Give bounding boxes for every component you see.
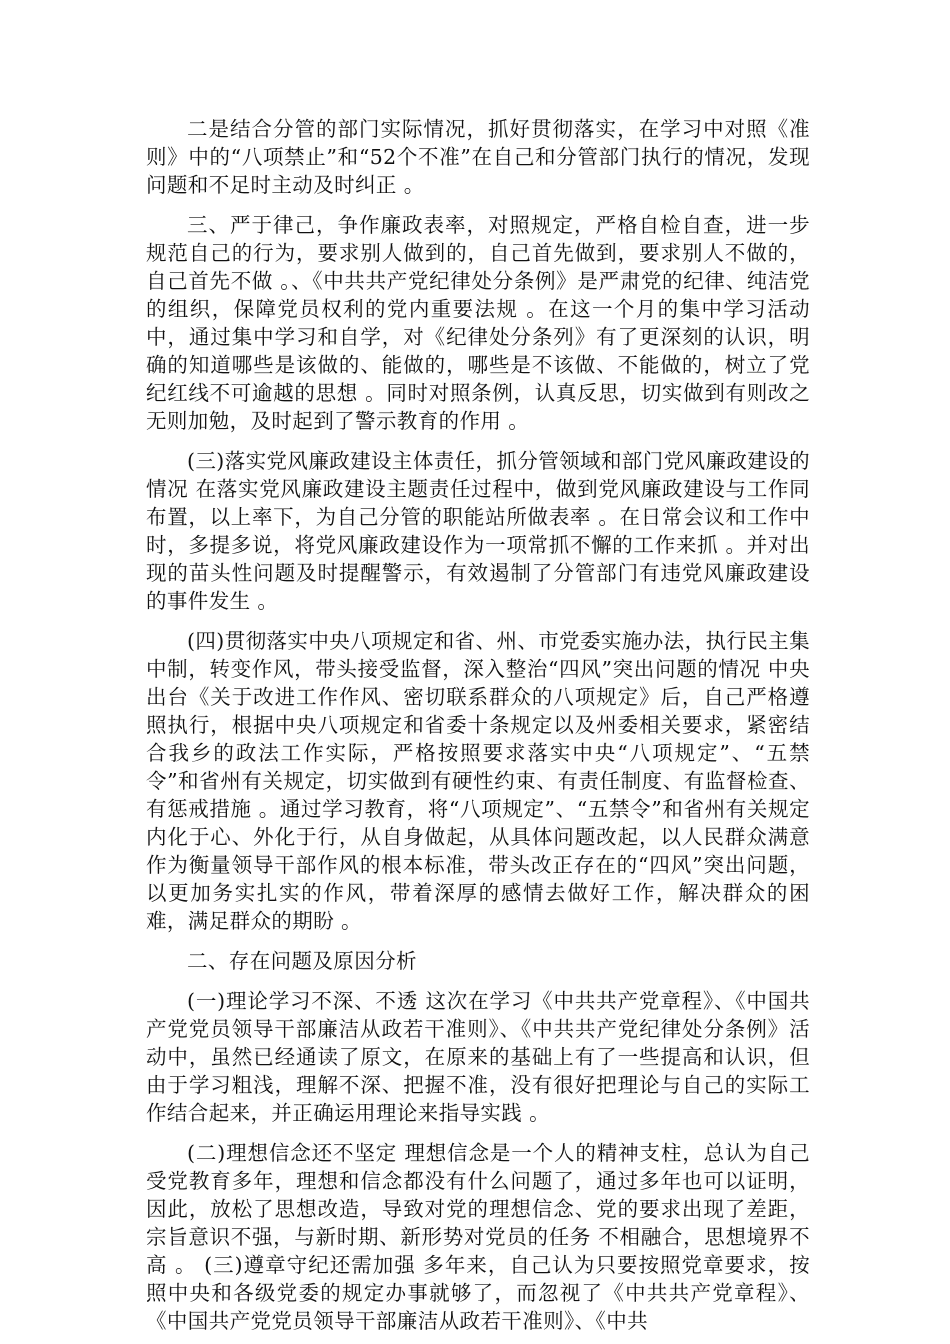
paragraph-responsibility: (三)落实党风廉政建设主体责任，抓分管领域和部门党风廉政建设的情况 在落实党风廉政建设主题责任过程中，做到党风廉政建设与工作同布置，以上率下，为自己分管的职能站所做表率 。在日常会议和工作中时，多提多说，将党风廉政建设作为一项常抓不懈的工作来抓 。并对出现的苗头性问题及时提醒警示，有效遏制了分管部门有违党风廉政建设的事件发生 。 — [146, 449, 810, 613]
section-heading-problems: 二、存在问题及原因分析 — [187, 949, 417, 973]
paragraph-implementation: 二是结合分管的部门实际情况，抓好贯彻落实，在学习中对照《准则》中的“八项禁止”和“52个不准”在自己和分管部门执行的情况，发现问题和不足时主动及时纠正 。 — [146, 117, 810, 197]
paragraph-eight-regulations: (四)贯彻落实中央八项规定和省、州、市党委实施办法，执行民主集中制，转变作风，带头接受监督，深入整治“四风”突出问题的情况 中央出台《关于改进工作作风、密切联系群众的八项规定》后，自己严格遵照执行，根据中央八项规定和省委十条规定以及州委相关要求，紧密结合我乡的政法工作实际，严格按照要求落实中央“八项规定”、“五禁令”和省州有关规定，切实做到有硬性约束、有责任制度、有监督检查、有惩戒措施 。通过学习教育，将“八项规定”、“五禁令”和省州有关规定内化于心、外化于行，从自身做起，从具体问题改起，以人民群众满意作为衡量领导干部作风的根本标准，带头改正存在的“四风”突出问题，以更加务实扎实的作风，带着深厚的感情去做好工作，解决群众的困难，满足群众的期盼 。 — [146, 629, 810, 933]
paragraph-ideals-beliefs: (二)理想信念还不坚定 理想信念是一个人的精神支柱，总认为自己受党教育多年，理想和信念都没有什么问题了，通过多年也可以证明，因此，放松了思想改造，导致对党的理想信念、党的要求出现了差距，宗旨意识不强，与新时期、新形势对党员的任务 不相融合，思想境界不高 。 (三)遵章守纪还需加强 多年来，自己认为只要按照党章要求，按照中央和各级党委的规定办事就够了，而忽视了《中共共产党章程》、《中国共产党党员领导干部廉洁从政若干准则》、《中共 — [146, 1141, 810, 1333]
paragraph-theory-study: (一)理论学习不深、不透 这次在学习《中共共产党章程》、《中国共产党党员领导干部廉洁从政若干准则》、《中共共产党纪律处分条例》活动中，虽然已经通读了原文，在原来的基础上有了一些提高和认识，但由于学习粗浅，理解不深、把握不准，没有很好把理论与自己的实际工作结合起来，并正确运用理论来指导实践 。 — [146, 989, 810, 1125]
document-body — [146, 115, 810, 1335]
paragraph-self-discipline: 三、严于律己，争作廉政表率，对照规定，严格自检自查，进一步规范自己的行为，要求别人做到的，自己首先做到，要求别人不做的，自己首先不做 。、《中共共产党纪律处分条例》是严肃党的纪律、纯洁党的组织，保障党员权利的党内重要法规 。在这一个月的集中学习活动中，通过集中学习和自学，对《纪律处分条列》有了更深刻的认识，明确的知道哪些是该做的、能做的，哪些是不该做、不能做的，树立了党纪红线不可逾越的思想 。同时对照条例，认真反思，切实做到有则改之无则加勉，及时起到了警示教育的作用 。 — [146, 213, 810, 433]
